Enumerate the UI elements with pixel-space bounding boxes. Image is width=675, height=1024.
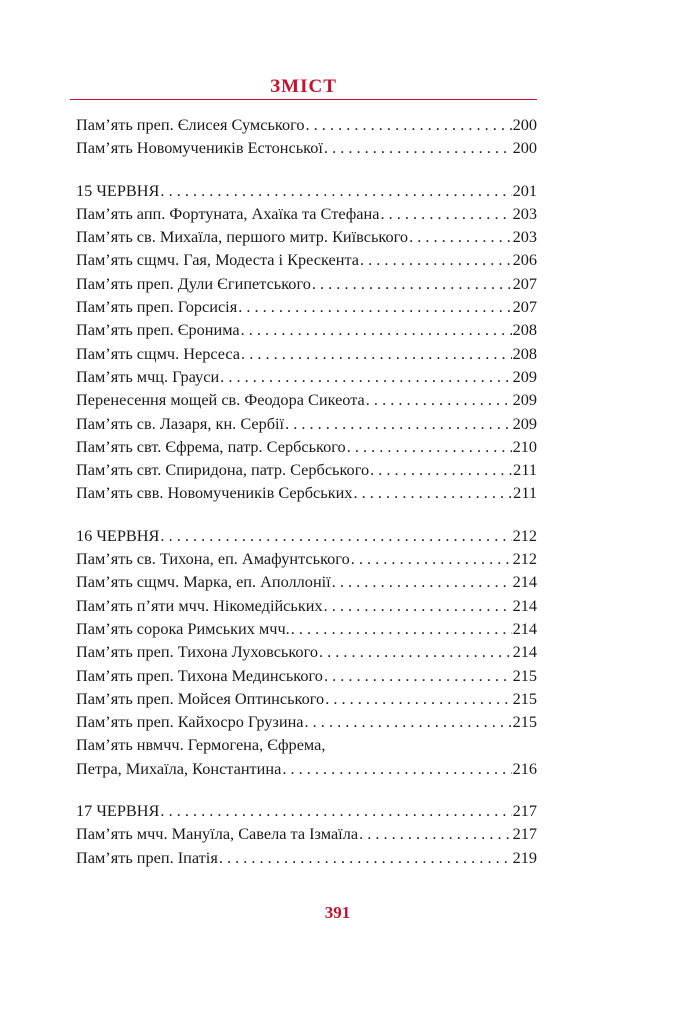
dot-leader bbox=[353, 481, 512, 504]
toc-entry-page: 216 bbox=[512, 758, 537, 778]
toc-entry[interactable] bbox=[76, 318, 537, 341]
toc-entry[interactable] bbox=[76, 710, 537, 733]
dot-leader bbox=[359, 822, 512, 845]
toc-entry-title: Пам’ять преп. Кайхосро Грузина bbox=[76, 712, 304, 732]
toc-entry-title: Пам’ять сщмч. Гая, Модеста і Крескента bbox=[76, 250, 359, 270]
toc-group bbox=[76, 524, 537, 780]
toc-entry-title: 16 ЧЕРВНЯ bbox=[76, 525, 160, 545]
toc-entry-page: 211 bbox=[513, 483, 537, 503]
toc-group bbox=[76, 799, 537, 869]
toc-entry-title: Пам’ять св. Тихона, еп. Амафунтського bbox=[76, 549, 350, 569]
toc-entry[interactable] bbox=[76, 202, 537, 225]
toc-entry[interactable] bbox=[76, 687, 537, 710]
toc-entry-page: 217 bbox=[512, 824, 537, 844]
toc-entry-page: 207 bbox=[512, 297, 537, 317]
dot-leader bbox=[380, 202, 511, 225]
dot-leader bbox=[360, 248, 512, 271]
dot-leader bbox=[282, 757, 511, 780]
toc-entry[interactable] bbox=[76, 388, 537, 411]
toc-entry-page: 200 bbox=[512, 138, 537, 158]
toc-entry[interactable] bbox=[76, 365, 537, 388]
toc-date-heading[interactable] bbox=[76, 524, 537, 547]
toc-entry-title: Пам’ять преп. Тихона Луховського bbox=[76, 642, 318, 662]
toc-entry-title: Пам’ять св. Лазаря, кн. Сербії bbox=[76, 413, 285, 433]
dot-leader bbox=[324, 664, 512, 687]
toc-entry-title: Пам’ять преп. Дули Єгипетського bbox=[76, 273, 311, 293]
dot-leader bbox=[332, 570, 512, 593]
toc-entry[interactable] bbox=[76, 664, 537, 687]
toc-entry-page: 217 bbox=[512, 801, 537, 821]
toc-entry[interactable] bbox=[76, 570, 537, 593]
toc-entry-title: Пам’ять преп. Мойсея Оптинського bbox=[76, 688, 325, 708]
toc-entry-title: Петра, Михаїла, Константина bbox=[76, 758, 282, 778]
toc-entry-page: 208 bbox=[512, 343, 537, 363]
dot-leader bbox=[324, 136, 512, 159]
toc-entry-title: Пам’ять мчч. Мануїла, Савела та Ізмаїла bbox=[76, 824, 359, 844]
dot-leader bbox=[160, 179, 511, 202]
toc-entry[interactable] bbox=[76, 822, 537, 845]
dot-leader bbox=[409, 225, 512, 248]
toc-entry[interactable] bbox=[76, 640, 537, 663]
toc-entry-page: 206 bbox=[512, 250, 537, 270]
table-of-contents bbox=[76, 113, 537, 888]
toc-entry-page: 209 bbox=[512, 390, 537, 410]
toc-entry-title: Пам’ять мчц. Грауси bbox=[76, 366, 220, 386]
toc-entry[interactable] bbox=[76, 113, 537, 136]
toc-entry-title: 15 ЧЕРВНЯ bbox=[76, 180, 160, 200]
toc-entry-page: 203 bbox=[512, 227, 537, 247]
toc-entry-page: 203 bbox=[512, 203, 537, 223]
toc-entry-title: Пам’ять Новомучеників Естонської bbox=[76, 138, 323, 158]
dot-leader bbox=[325, 687, 511, 710]
dot-leader bbox=[370, 458, 512, 481]
dot-leader bbox=[160, 524, 511, 547]
toc-group bbox=[76, 113, 537, 160]
toc-entry[interactable] bbox=[76, 248, 537, 271]
toc-entry[interactable] bbox=[76, 412, 537, 435]
toc-entry-page: 215 bbox=[512, 665, 537, 685]
dot-leader bbox=[160, 799, 511, 822]
toc-entry-title: Пам’ять свт. Спиридона, патр. Сербського bbox=[76, 460, 370, 480]
toc-entry-title: Пам’ять апп. Фортуната, Ахаїка та Стефана bbox=[76, 203, 380, 223]
dot-leader bbox=[312, 272, 512, 295]
toc-entry-title: Пам’ять сщмч. Марка, еп. Аполлонії bbox=[76, 572, 331, 592]
toc-entry-page: 214 bbox=[512, 642, 537, 662]
toc-entry-title: 17 ЧЕРВНЯ bbox=[76, 801, 160, 821]
toc-entry-page: 214 bbox=[512, 572, 537, 592]
toc-entry-page: 209 bbox=[512, 366, 537, 386]
toc-entry-page: 200 bbox=[512, 115, 537, 134]
toc-entry-page: 219 bbox=[512, 847, 537, 867]
toc-entry-page: 215 bbox=[512, 712, 537, 732]
toc-entry[interactable] bbox=[76, 481, 537, 504]
toc-entry-title: Пам’ять преп. Єлисея Сумського bbox=[76, 115, 305, 134]
dot-leader bbox=[238, 295, 511, 318]
toc-entry-page: 212 bbox=[512, 525, 537, 545]
toc-entry-title: Пам’ять преп. Тихона Мединського bbox=[76, 665, 323, 685]
toc-entry-title: Пам’ять преп. Єронима bbox=[76, 320, 240, 340]
toc-entry-page: 209 bbox=[512, 413, 537, 433]
toc-entry[interactable] bbox=[76, 594, 537, 617]
toc-entry-page: 210 bbox=[512, 436, 537, 456]
dot-leader bbox=[306, 113, 512, 136]
toc-entry[interactable] bbox=[76, 846, 537, 869]
toc-entry[interactable] bbox=[76, 617, 537, 640]
toc-entry-title: Пам’ять нвмчч. Гермогена, Єфрема, bbox=[76, 735, 326, 755]
toc-entry-page: 212 bbox=[512, 549, 537, 569]
dot-leader bbox=[220, 365, 511, 388]
toc-entry-title: Пам’ять сщмч. Нерсеса bbox=[76, 343, 241, 363]
toc-entry[interactable] bbox=[76, 547, 537, 570]
toc-entry-title: Пам’ять свв. Новомучеників Сербських bbox=[76, 483, 353, 503]
toc-group bbox=[76, 179, 537, 505]
toc-entry-title: Пам’ять св. Михаїла, першого митр. Київського bbox=[76, 227, 409, 247]
toc-entry-page: 214 bbox=[512, 618, 537, 638]
toc-entry-page: 207 bbox=[512, 273, 537, 293]
toc-date-heading[interactable] bbox=[76, 179, 537, 202]
dot-leader bbox=[241, 342, 512, 365]
toc-entry-page: 201 bbox=[512, 180, 537, 200]
dot-leader bbox=[319, 640, 512, 663]
toc-entry[interactable] bbox=[76, 342, 537, 365]
toc-entry-title: Пам’ять сорока Римських мчч. bbox=[76, 618, 290, 638]
header-divider bbox=[70, 99, 537, 100]
page-title: ЗМІСТ bbox=[270, 76, 337, 97]
dot-leader bbox=[241, 318, 512, 341]
dot-leader bbox=[291, 617, 512, 640]
dot-leader bbox=[285, 412, 511, 435]
toc-entry[interactable] bbox=[76, 435, 537, 458]
toc-entry[interactable] bbox=[76, 225, 537, 248]
toc-entry-title: Пам’ять преп. Іпатія bbox=[76, 847, 218, 867]
toc-entry-title: Пам’ять преп. Горсисія bbox=[76, 297, 238, 317]
page-number: 391 bbox=[324, 903, 351, 922]
toc-entry-page: 214 bbox=[512, 595, 537, 615]
dot-leader bbox=[305, 710, 512, 733]
dot-leader bbox=[366, 388, 512, 411]
toc-entry-title: Пам’ять свт. Єфрема, патр. Сербського bbox=[76, 436, 346, 456]
toc-entry[interactable] bbox=[76, 295, 537, 318]
dot-leader bbox=[347, 435, 512, 458]
toc-entry-title: Пам’ять п’яти мчч. Нікомедійських bbox=[76, 595, 323, 615]
dot-leader bbox=[219, 846, 512, 869]
dot-leader bbox=[324, 594, 512, 617]
toc-entry[interactable] bbox=[76, 136, 537, 159]
toc-entry-continuation[interactable] bbox=[76, 757, 537, 780]
toc-entry-page: 211 bbox=[513, 460, 537, 480]
toc-entry-page: 208 bbox=[512, 320, 537, 340]
toc-entry-page: 215 bbox=[512, 688, 537, 708]
dot-leader bbox=[351, 547, 512, 570]
toc-entry[interactable] bbox=[76, 272, 537, 295]
toc-entry-title: Перенесення мощей св. Феодора Сикеота bbox=[76, 390, 365, 410]
toc-entry[interactable] bbox=[76, 458, 537, 481]
toc-date-heading[interactable] bbox=[76, 799, 537, 822]
toc-entry-first-line[interactable] bbox=[76, 733, 537, 756]
